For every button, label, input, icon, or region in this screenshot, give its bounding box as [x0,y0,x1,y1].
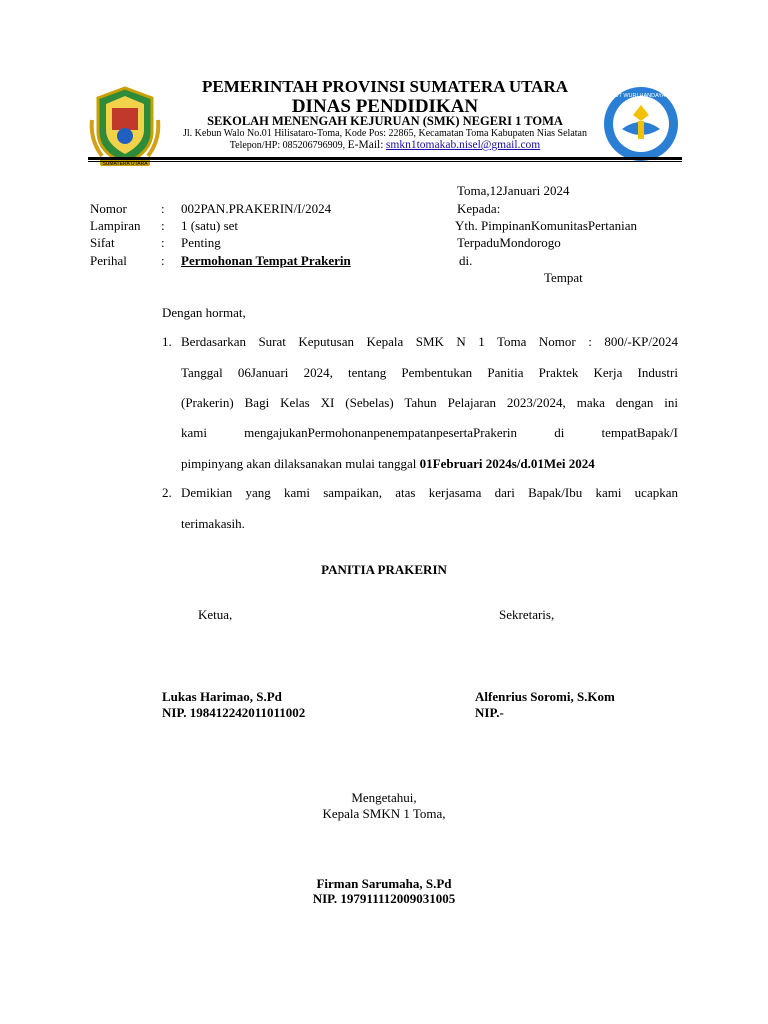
letterhead-email-link[interactable]: smkn1tomakab.nisel@gmail.com [385,139,541,151]
item-1-line-3: (Prakerin) Bagi Kelas XI (Sebelas) Tahun Pelajaran 2023/2024, maka dengan ini [181,395,678,410]
lampiran-value: 1 (satu) set [181,218,239,233]
nomor-value: 002PAN.PRAKERIN/I/2024 [181,201,332,216]
sifat-colon: : [161,235,165,250]
lampiran-colon: : [161,218,165,233]
kepala-nip: NIP. 197911112009031005 [312,891,456,906]
letterhead-contact [150,139,620,151]
letterhead-rule-thick [88,157,682,160]
item-1-line-4: kami mengajukanPermohonanpenempatanpesertaPrakerin di tempatBapak/I [181,425,678,440]
letterhead-school: SEKOLAH MENENGAH KEJURUAN (SMK) NEGERI 1 TOMA [207,114,563,128]
letterhead-rule-thin [88,161,682,162]
item-1-last-text: pimpinyang akan dilaksanakan mulai tanggal [181,456,420,471]
letterhead-province: PEMERINTAH PROVINSI SUMATERA UTARA [202,77,568,96]
svg-text:TUT WURI HANDAYANI: TUT WURI HANDAYANI [611,93,671,99]
item-2-line-2: terimakasih. [181,516,245,531]
letterhead-address: Jl. Kebun Walo No.01 Hilisataro-Toma, Kode Pos: 22865, Kecamatan Toma Kabupaten Nias Selatan [182,128,587,139]
recipient-line2: TerpaduMondorogo [457,235,561,250]
letter-date: Toma,12Januari 2024 [457,183,570,198]
perihal-colon: : [161,253,165,268]
lampiran-label: Lampiran [90,218,141,233]
letterhead-email-label: E-Mail: [347,139,384,151]
letterhead-phone: Telepon/HP: 085206796909, [229,140,346,151]
nomor-label: Nomor [90,201,127,216]
sekretaris-name: Alfenrius Soromi, S.Kom [475,689,615,704]
nomor-colon: : [161,201,165,216]
recipient-line1: Yth. PimpinanKomunitasPertanian [455,218,637,233]
recipient-kepada: Kepada: [457,201,501,216]
item-1-number: 1. [162,334,172,349]
sifat-value: Penting [181,235,221,250]
sekretaris-title: Sekretaris, [499,607,555,622]
letterhead-agency: DINAS PENDIDIKAN [291,96,479,117]
mengetahui-label: Mengetahui, [351,790,417,805]
ketua-name: Lukas Harimao, S.Pd [162,689,282,704]
ketua-title: Ketua, [198,607,233,622]
kepala-title: Kepala SMKN 1 Toma, [322,806,446,821]
svg-text:SUMATERA UTARA: SUMATERA UTARA [102,161,148,167]
sekretaris-nip: NIP.- [475,705,504,720]
item-1-line-1: Berdasarkan Surat Keputusan Kepala SMK N 1 Toma Nomor : 800/-KP/2024 [181,334,678,349]
perihal-label: Perihal [90,253,127,268]
committee-title: PANITIA PRAKERIN [321,562,447,577]
ketua-nip: NIP. 198412242011011002 [162,705,306,720]
salutation: Dengan hormat, [162,305,246,320]
sifat-label: Sifat [90,235,115,250]
item-2-line-1: Demikian yang kami sampaikan, atas kerjasama dari Bapak/Ibu kami ucapkan [181,485,678,500]
recipient-di: di. [459,253,473,268]
kepala-name: Firman Sarumaha, S.Pd [316,876,452,891]
perihal-value: Permohonan Tempat Prakerin [181,253,351,268]
item-2-number: 2. [162,485,172,500]
item-1-date-range: 01Februari 2024s/d.01Mei 2024 [419,456,595,471]
item-1-line-5 [181,455,595,472]
recipient-tempat: Tempat [544,270,583,285]
item-1-line-2: Tanggal 06Januari 2024, tentang Pembentukan Panitia Praktek Kerja Industri [181,365,678,380]
